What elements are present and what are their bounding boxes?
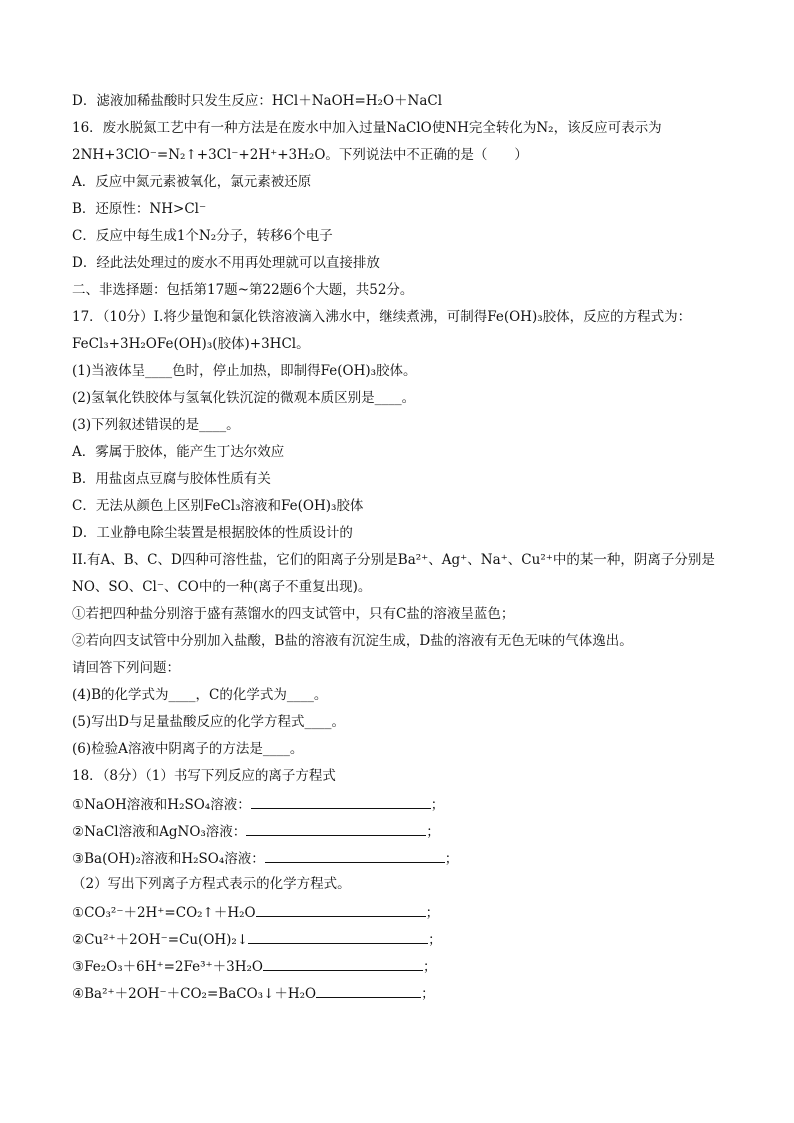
text-line: C．反应中每生成1个N₂分子，转移6个电子 (72, 228, 333, 244)
text-line: (5)写出D与足量盐酸反应的化学方程式____。 (72, 714, 345, 730)
text-line: A．雾属于胶体，能产生丁达尔效应 (72, 444, 285, 460)
text-line: (1)当液体呈____色时，停止加热，即制得Fe(OH)₃胶体。 (72, 363, 417, 379)
fill-line (72, 956, 732, 983)
fill-label: ④Ba²⁺＋2OH⁻＋CO₂=BaCO₃↓＋H₂O (72, 986, 317, 1002)
text-line: 请回答下列问题： (72, 660, 180, 676)
text-line: FeCl₃+3H₂OFe(OH)₃(胶体)+3HCl。 (72, 336, 310, 352)
fill-line (72, 875, 732, 902)
fill-label: ①NaOH溶液和H₂SO₄溶液： (72, 797, 251, 813)
section-heading: 二、非选择题：包括第17题~第22题6个大题，共52分。 (72, 282, 414, 298)
text-line: D．滤液加稀盐酸时只发生反应：HCl＋NaOH=H₂O＋NaCl (72, 93, 443, 109)
fill-line (72, 929, 732, 956)
fill-line (72, 794, 732, 821)
fill-end: ； (421, 986, 435, 1002)
answer-blank[interactable] (246, 821, 426, 836)
fill-line (72, 821, 732, 848)
fill-end: ； (423, 959, 437, 975)
text-line: B．用盐卤点豆腐与胶体性质有关 (72, 471, 271, 487)
text-line: NO、SO、Cl⁻、CO中的一种(离子不重复出现)。 (72, 579, 372, 595)
answer-blank[interactable] (248, 929, 428, 944)
text-line: 18．（8分）（1）书写下列反应的离子方程式 (72, 768, 336, 784)
text-line: B．还原性：NH>Cl⁻ (72, 201, 207, 217)
fill-end: ； (425, 905, 440, 921)
fill-label: ②NaCl溶液和AgNO₃溶液： (72, 824, 247, 840)
answer-blank[interactable] (263, 956, 423, 971)
answer-blank[interactable] (265, 848, 445, 863)
text-line: D．工业静电除尘装置是根据胶体的性质设计的 (72, 525, 353, 541)
text-line: C．无法从颜色上区别FeCl₃溶液和Fe(OH)₃胶体 (72, 498, 364, 514)
fill-label: ③Ba(OH)₂溶液和H₂SO₄溶液： (72, 851, 265, 867)
answer-blank[interactable] (251, 794, 431, 809)
fill-line (72, 983, 732, 1010)
fill-end: ； (430, 797, 445, 813)
text-line: D．经此法处理过的废水不用再处理就可以直接排放 (72, 255, 380, 271)
text-line: ②若向四支试管中分别加入盐酸，B盐的溶液有沉淀生成，D盐的溶液有无色无味的气体逸出。 (72, 633, 633, 649)
fill-end: ； (428, 932, 442, 948)
text-line: (3)下列叙述错误的是____。 (72, 417, 240, 433)
text-line: ①若把四种盐分别溶于盛有蒸馏水的四支试管中，只有C盐的溶液呈蓝色； (72, 606, 515, 622)
text-line: (2)氢氧化铁胶体与氢氧化铁沉淀的微观本质区别是____。 (72, 390, 416, 406)
text-line: (4)B的化学式为____，C的化学式为____。 (72, 687, 328, 703)
fill-label: ②Cu²⁺＋2OH⁻=Cu(OH)₂↓ (72, 932, 249, 948)
fill-end: ； (426, 824, 440, 840)
text-line: 16．废水脱氮工艺中有一种方法是在废水中加入过量NaClO使NH完全转化为N₂，该反应可表示为 (72, 120, 662, 136)
text-line: 17．（10分）I.将少量饱和氯化铁溶液滴入沸水中，继续煮沸，可制得Fe(OH)₃胶体，反应的方程式为： (72, 309, 692, 325)
fill-end: ； (444, 851, 459, 867)
exam-page (72, 92, 732, 1010)
text-line: 2NH+3ClO⁻=N₂↑+3Cl⁻+2H⁺+3H₂O。下列说法中不正确的是（ ） (72, 147, 528, 163)
text-line: II.有A、B、C、D四种可溶性盐，它们的阳离子分别是Ba²⁺、Ag⁺、Na⁺、Cu²⁺中的某一种，阴离子分别是 (72, 552, 715, 568)
answer-blank[interactable] (316, 983, 421, 998)
fill-label: ③Fe₂O₃＋6H⁺=2Fe³⁺＋3H₂O (72, 959, 263, 975)
fill-label: ①CO₃²⁻＋2H⁺=CO₂↑＋H₂O (72, 905, 256, 921)
text-line: A．反应中氮元素被氧化，氯元素被还原 (72, 174, 312, 190)
fill-line (72, 902, 732, 929)
answer-blank[interactable] (256, 902, 426, 917)
fill-label: （2）写出下列离子方程式表示的化学方程式。 (72, 876, 351, 892)
text-line: (6)检验A溶液中阴离子的方法是____。 (72, 741, 304, 757)
fill-line (72, 848, 732, 875)
